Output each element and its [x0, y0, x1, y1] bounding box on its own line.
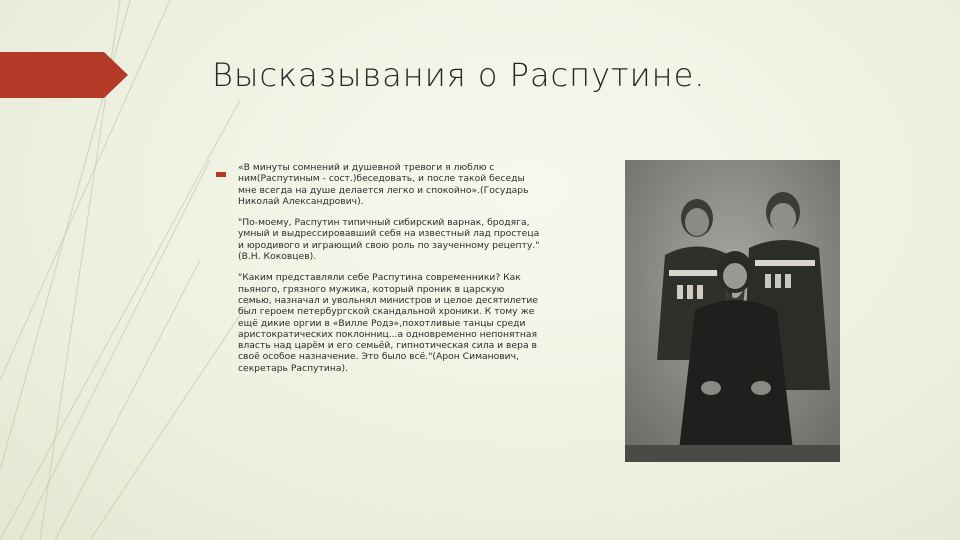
quotes-list [238, 162, 540, 384]
arrow-marker-icon [0, 52, 128, 98]
quote-simanovich: "Каким представляли себе Распутина современники? Как пьяного, грязного мужика, который проник в царскую семью, назначал и увольнял министров и целое десятилетие был героем петербургской скандальной хроники. К тому же ещё дикие оргии в «Вилле Родэ»,похотливые танцы среди аристократических поклонниц...а одновременно непонятная власть над царём и его семьёй, гипнотическая сила и вера в своё особое назначение. Это было всё."(Арон Симанович, секретарь Распутина). [238, 272, 538, 374]
historical-photo [625, 160, 840, 462]
page-title: Высказывания о Распутине. [212, 56, 706, 94]
quote-tsar: «В минуты сомнений и душевной тревоги я люблю с ним(Распутиным - сост.)беседовать, и после такой беседы мне всегда на душе делается легко и спокойно».(Государь Николай Александрович). [238, 162, 529, 207]
photo-image [625, 160, 840, 462]
dash-bullet-icon [216, 172, 226, 177]
quote-kokovtsev: "По-моему, Распутин типичный сибирский варнак, бродяга, умный и выдрессировавший себя на известный лад простеца и юродивого и играющий свою роль по заученному рецепту."(В.Н. Коковцев). [238, 217, 540, 263]
